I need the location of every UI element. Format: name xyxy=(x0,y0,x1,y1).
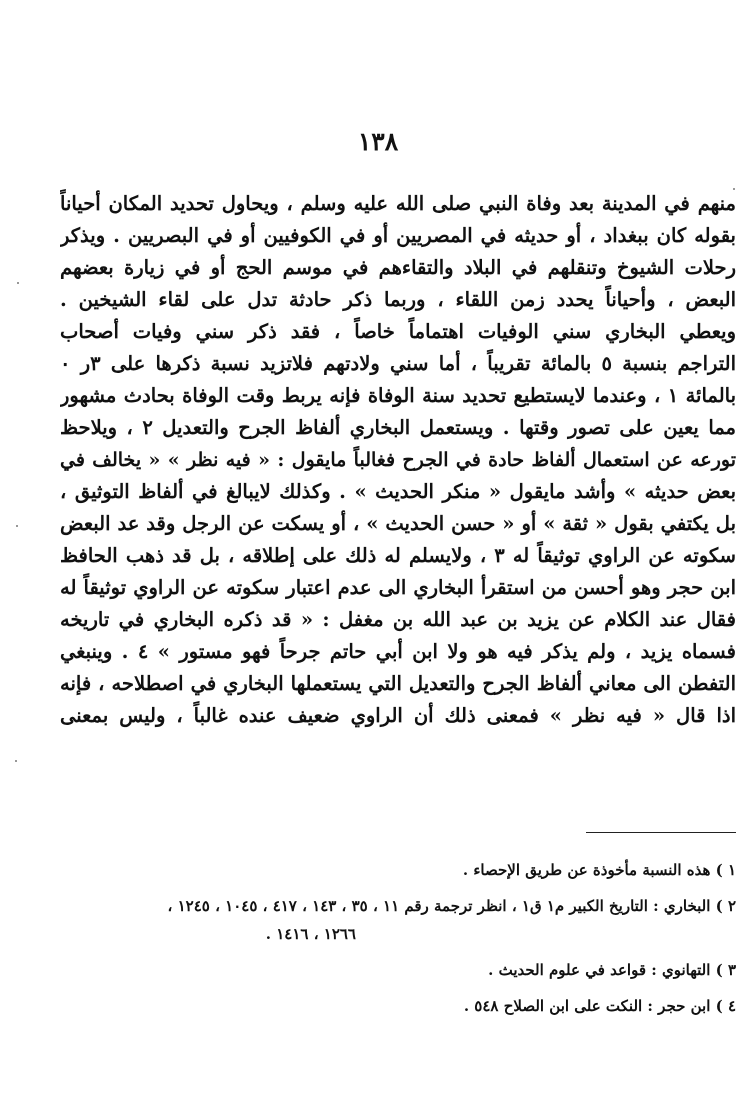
scan-speck xyxy=(15,760,17,762)
main-paragraph xyxy=(60,188,736,732)
paragraph-line: التفطن الى معاني ألفاظ الجرح والتعديل التي يستعملها البخاري في اصطلاحه ، فإنه xyxy=(60,672,736,695)
paragraph-line: التراجم بنسبة ٥ بالمائة تقريباً ، أما سني ولادتهم فلاتزيد نسبة ذكرها على ٣ر ٠ xyxy=(60,352,736,375)
paragraph-line: فسماه يزيد ، ولم يذكر فيه هو ولا ابن أبي حاتم جرحاً فهو مستور » ٤ . وينبغي xyxy=(60,640,736,663)
footnote-2: ٢ ) البخاري : التاريخ الكبير م١ ق١ ، انظر ترجمة رقم ١١ ، ٣٥ ، ١٤٣ ، ٤١٧ ، ١٠٤٥ ، ١٢٤٥ ، xyxy=(167,897,736,915)
paragraph-line: ويعطي البخاري سني الوفيات اهتماماً خاصاً ، فقد ذكر سني وفيات أصحاب xyxy=(60,320,736,343)
paragraph-line: بعض حديثه » وأشد مايقول « منكر الحديث » . وكذلك لايبالغ في ألفاظ التوثيق ، xyxy=(60,480,736,503)
footnote-3: ٣ ) التهانوي : قواعد في علوم الحديث . xyxy=(488,961,736,979)
paragraph-line: ابن حجر وهو أحسن من استقرأ البخاري الى عدم اعتبار سكوته عن الراوي توثيقاً له xyxy=(60,576,736,599)
paragraph-line: سكوته عن الراوي توثيقاً له ٣ ، ولايسلم له ذلك على إطلاقه ، بل قد ذهب الحافظ xyxy=(60,544,736,567)
scan-speck xyxy=(17,282,19,284)
paragraph-line: تورعه عن استعمال ألفاظ حادة في الجرح فغالباً مايقول : « فيه نظر » « يخالف في xyxy=(60,449,736,471)
paragraph-line: بالمائة ١ ، وعندما لايستطيع تحديد سنة الوفاة فإنه يربط وقت الوفاة بحادث مشهور xyxy=(60,384,736,407)
paragraph-line: اذا قال « فيه نظر » فمعنى ذلك أن الراوي ضعيف عنده غالباً ، وليس بمعنى xyxy=(60,704,736,727)
footnote-4: ٤ ) ابن حجر : النكت على ابن الصلاح ٥٤٨ . xyxy=(463,997,736,1015)
footnotes xyxy=(60,856,736,1020)
paragraph-line: رحلات الشيوخ وتنقلهم في البلاد والتقاءهم في موسم الحج أو في زيارة بعضهم xyxy=(60,256,736,279)
paragraph-line: البعض ، وأحياناً يحدد زمن اللقاء ، وربما ذكر حادثة تدل على لقاء الشيخين . xyxy=(60,288,736,311)
paragraph-line: مما يعين على تصور وقتها . ويستعمل البخاري ألفاظ الجرح والتعديل ٢ ، ويلاحظ xyxy=(60,416,736,439)
paragraph-line: منهم في المدينة بعد وفاة النبي صلى الله عليه وسلم ، ويحاول تحديد المكان أحياناً xyxy=(60,192,736,215)
paragraph-line: فقال عند الكلام عن يزيد بن عبد الله بن مغفل : « قد ذكره البخاري في تاريخه xyxy=(60,608,736,631)
footnote-separator xyxy=(586,832,736,833)
scan-speck xyxy=(733,188,735,190)
scan-speck xyxy=(16,525,18,527)
paragraph-line: بقوله كان ببغداد ، أو حديثه في المصريين أو في الكوفيين أو في البصريين . ويذكر xyxy=(60,224,736,247)
paragraph-line: بل يكتفي بقول « ثقة » أو « حسن الحديث » ، أو يسكت عن الرجل وقد عد البعض xyxy=(60,512,736,535)
page-number: ١٣٨ xyxy=(357,127,399,156)
footnote-2-continuation: ١٢٦٦ ، ١٤١٦ . xyxy=(265,925,356,943)
footnote-1: ١ ) هذه النسبة مأخوذة عن طريق الإحصاء . xyxy=(462,861,736,879)
